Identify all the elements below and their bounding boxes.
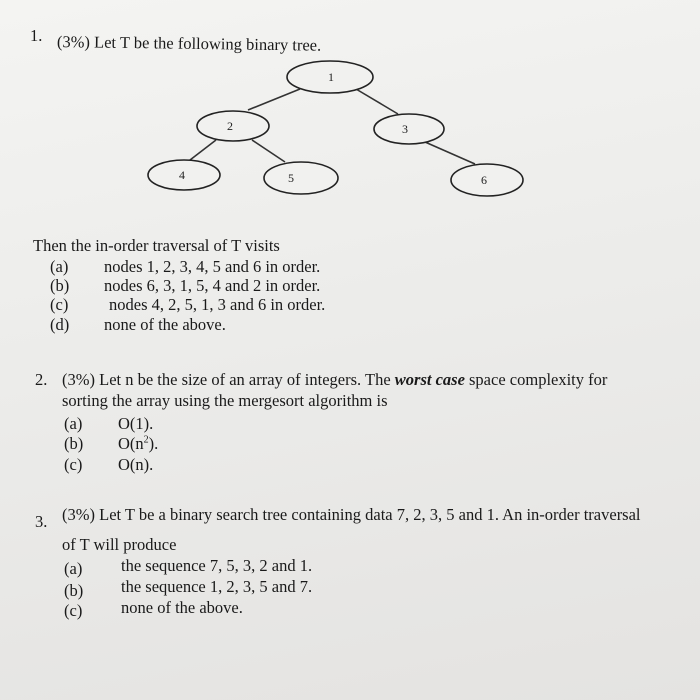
q2-option-b-base: O(n — [118, 434, 144, 453]
q3-stem-line1: (3%) Let T be a binary search tree containing data 7, 2, 3, 5 and 1. An in-order traversal — [62, 505, 641, 524]
q2-stem-emphasis: worst case — [394, 370, 465, 389]
q3-number: 3. — [35, 512, 48, 531]
q1-number: 1. — [30, 26, 43, 45]
edge-3-6 — [425, 142, 475, 164]
q1-option-c-text: nodes 4, 2, 5, 1, 3 and 6 in order. — [109, 295, 326, 314]
q1-stem: (3%) Let T be the following binary tree. — [56, 32, 322, 55]
q2-option-c-letter: (c) — [64, 455, 83, 474]
tree-node-3 — [374, 114, 444, 144]
q3-stem-line2: of T will produce — [62, 535, 177, 554]
q3-option-b-text: the sequence 1, 2, 3, 5 and 7. — [121, 577, 313, 596]
q3-option-c-letter: (c) — [64, 601, 83, 620]
q3-option-a-letter: (a) — [64, 559, 83, 578]
edge-1-3 — [356, 89, 398, 114]
tree-node-2-label: 2 — [227, 119, 233, 133]
tree-node-6 — [451, 164, 523, 196]
q1-prompt: Then the in-order traversal of T visits — [33, 236, 280, 255]
q1-option-d-text: none of the above. — [104, 315, 226, 334]
tree-node-3-label: 3 — [402, 122, 408, 136]
tree-node-2 — [197, 111, 269, 141]
tree-node-5 — [264, 162, 338, 194]
tree-node-1-label: 1 — [328, 70, 334, 84]
edge-2-4 — [190, 140, 216, 160]
q3-option-a-text: the sequence 7, 5, 3, 2 and 1. — [121, 556, 313, 575]
binary-tree-diagram — [0, 0, 700, 240]
edge-2-5 — [252, 140, 285, 162]
tree-node-6-label: 6 — [481, 173, 487, 187]
q2-stem-after: space complexity for — [464, 370, 608, 389]
q2-stem-before: (3%) Let n be the size of an array of integers. The — [62, 370, 395, 389]
q2-option-c-text: O(n). — [118, 455, 154, 474]
q1-option-d-letter: (d) — [50, 315, 70, 334]
edge-1-2 — [248, 89, 300, 110]
q2-option-b-exponent: 2 — [143, 434, 149, 446]
q1-option-a-text: nodes 1, 2, 3, 4, 5 and 6 in order. — [104, 257, 321, 276]
q1-option-b-text: nodes 6, 3, 1, 5, 4 and 2 in order. — [104, 276, 321, 295]
q2-option-a-text: O(1). — [118, 414, 154, 433]
q2-option-b-letter: (b) — [64, 434, 84, 453]
q1-option-a-letter: (a) — [50, 257, 69, 276]
tree-node-5-label: 5 — [288, 171, 294, 185]
q2-option-a-letter: (a) — [64, 414, 83, 433]
q3-option-c-text: none of the above. — [121, 598, 243, 617]
q2-option-b-end: ). — [148, 434, 159, 453]
q2-stem-line2: sorting the array using the mergesort algorithm is — [62, 391, 388, 410]
tree-node-4-label: 4 — [179, 168, 185, 182]
q2-stem-line1 — [62, 370, 607, 390]
q3-option-b-letter: (b) — [64, 581, 84, 600]
q2-number: 2. — [35, 370, 48, 389]
q1-option-b-letter: (b) — [50, 276, 70, 295]
q2-option-b-text — [118, 434, 158, 454]
q1-option-c-letter: (c) — [50, 295, 69, 314]
